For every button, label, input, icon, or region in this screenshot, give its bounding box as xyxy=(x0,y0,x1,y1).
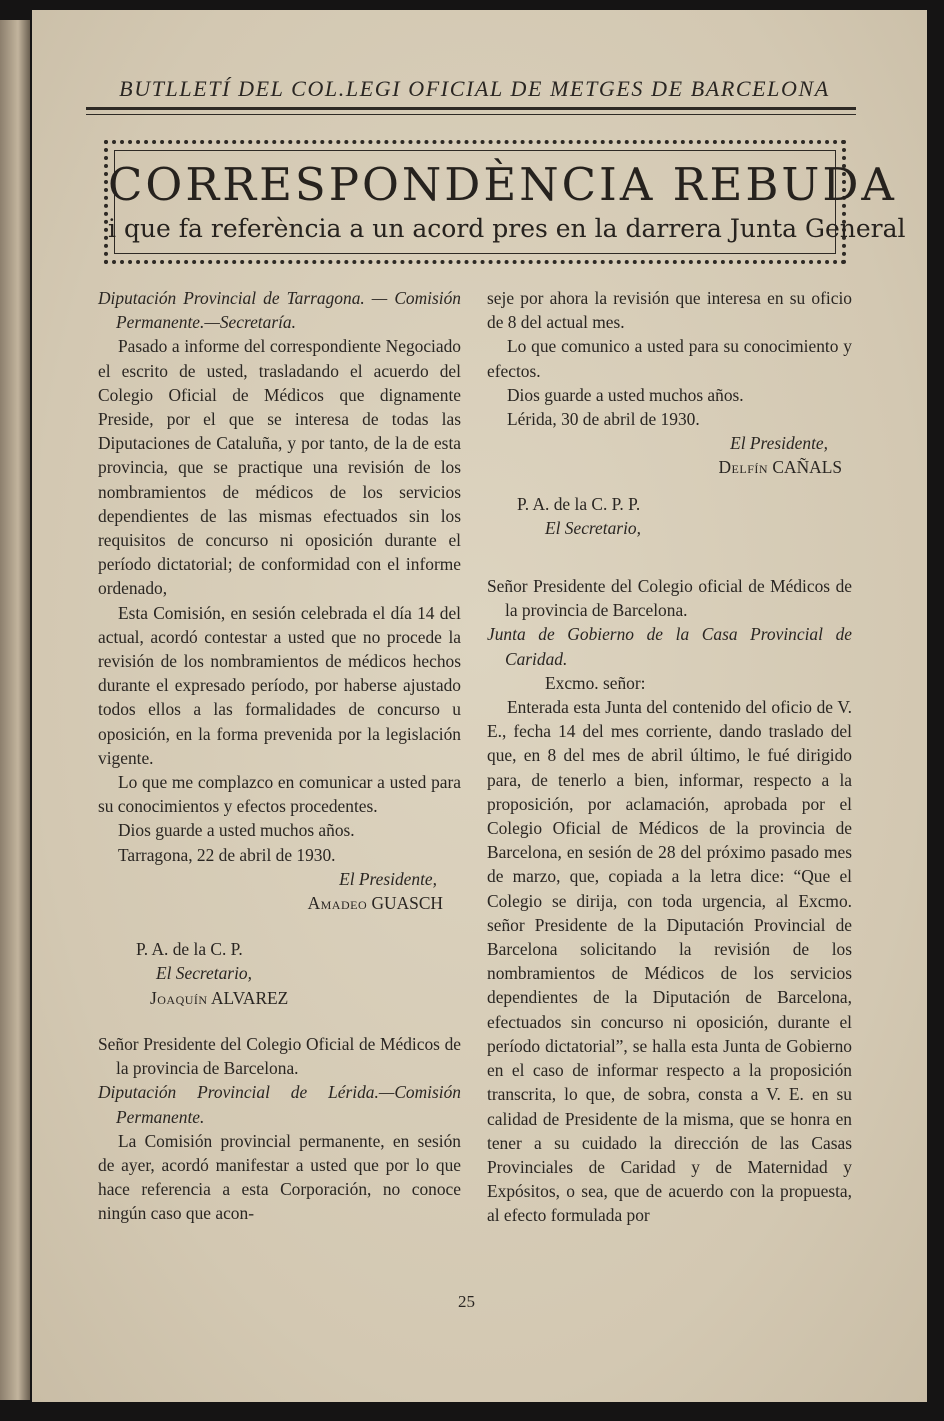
letter-heading-lerida: Diputación Provincial de Lérida.—Comisión Permanente. xyxy=(98,1082,461,1127)
pa-line: P. A. de la C. P. xyxy=(136,939,243,960)
paragraph: Esta Comisión, en sesión celebrada el día 14 del actual, acordó contestar a usted que no procede la revisión de los nombramientos de médicos hechos durante el expresado período, por haberse ajustado todos ellos a las formalidades de concurso u oposición, en la forma prevenida por la legislación vigente. xyxy=(98,602,461,768)
adjacent-page-edge xyxy=(0,20,30,1400)
signature-surname: CAÑALS xyxy=(772,457,842,478)
secretary-title: El Secretario, xyxy=(545,517,641,538)
spacer xyxy=(487,540,852,574)
spacer xyxy=(487,480,852,492)
page-number: 25 xyxy=(458,1292,475,1311)
signature-name xyxy=(98,891,461,915)
article-title: CORRESPONDÈNCIA REBUDA xyxy=(108,158,897,211)
secretary-surname: ALVAREZ xyxy=(211,987,289,1008)
closing-line: Dios guarde a usted muchos años. xyxy=(118,820,355,841)
signature-first-name: Delfín xyxy=(718,457,769,478)
signature-surname: GUASCH xyxy=(371,893,443,914)
article-subtitle: i que fa referència a un acord pres en la darrera Junta General xyxy=(108,214,906,243)
secretary-first-name: Joaquín xyxy=(150,987,208,1008)
closing-line: Dios guarde a usted muchos años. xyxy=(507,384,744,405)
date-line: Lérida, 30 de abril de 1930. xyxy=(507,409,700,430)
letter-heading-tarragona: Diputación Provincial de Tarragona. — Comisión Permanente.—Secretaría. xyxy=(98,288,461,333)
header-rule-thick xyxy=(86,107,856,110)
salutation: Excmo. señor: xyxy=(545,672,646,693)
date-line: Tarragona, 22 de abril de 1930. xyxy=(118,844,336,865)
right-column xyxy=(487,286,852,1228)
signature-name xyxy=(487,455,852,479)
paragraph: Lo que comunico a usted para su conocimiento y efectos. xyxy=(487,336,852,381)
paragraph: seje por ahora la revisión que interesa en su oficio de 8 del actual mes. xyxy=(487,288,852,333)
title-box xyxy=(104,140,906,264)
signature-title: El Presidente, xyxy=(339,868,437,889)
left-column xyxy=(98,286,461,1226)
signature-title: El Presidente, xyxy=(730,433,828,454)
document-page xyxy=(32,10,927,1402)
spacer xyxy=(98,915,461,937)
paragraph: Pasado a informe del correspondiente Negociado el escrito de usted, trasladando el acuerdo del Colegio Oficial de Médicos que dignamente Preside, por el que se interesa de todas las Diputaciones de Cataluña, y por tanto, de la de esta provincia, que se practique una revisión de los nombramientos de médicos de los servicios dependientes de las mismas efectuados sin los requisitos de concurso ni oposición durante el período dictatorial; de conformidad con el informe ordenado, xyxy=(98,336,461,599)
secretary-name xyxy=(98,986,461,1010)
secretary-title: El Secretario, xyxy=(156,963,252,984)
signature-first-name: Amadeo xyxy=(307,893,368,914)
running-head: BUTLLETÍ DEL COL.LEGI OFICIAL DE METGES DE BARCELONA xyxy=(119,76,830,101)
paragraph: Lo que me complazco en comunicar a usted para su conocimientos y efectos procedentes. xyxy=(98,772,461,817)
paragraph: La Comisión provincial permanente, en sesión de ayer, acordó manifestar a usted que por lo que hace referencia a esta Corporación, no conoce ningún caso que acon- xyxy=(98,1130,461,1224)
pa-line: P. A. de la C. P. P. xyxy=(517,493,641,514)
addressee: Señor Presidente del Colegio Oficial de Médicos de la provincia de Barcelona. xyxy=(98,1033,461,1079)
paragraph: Enterada esta Junta del contenido del oficio de V. E., fecha 14 del mes corriente, dando traslado del que, en 8 del mes de abril último, le fué dirigido para, de tenerlo a bien, informar, respecto a la proposición, por aclamación, aprobada por el Colegio Oficial de Médicos de la provincia de Barcelona, en sesión de 28 del próximo pasado mes de marzo, que, copiada a la letra dice: “Que el Colegio se dirija, con toda urgencia, al Excmo. señor Presidente de la Diputación Provincial de Barcelona solicitando la revisión de los nombramientos de Médicos de los servicios dependientes de la Diputación de Barcelona, efectuados sin concurso ni oposición, durante el período dictatorial”, se halla esta Junta de Gobierno en el caso de informar respecto a la proposición transcrita, lo que, de sobra, consta a V. E. en su calidad de Presidente de la misma, que se honra en tener a su cuidado la dirección de las Casas Provinciales de Caridad y de Maternidad y Expósitos, o sea, que de acuerdo con la propuesta, al efecto formulada por xyxy=(487,697,852,1226)
addressee: Señor Presidente del Colegio oficial de Médicos de la provincia de Barcelona. xyxy=(487,576,852,621)
spacer xyxy=(98,1010,461,1032)
header-rule-thin xyxy=(86,114,856,115)
letter-heading-caridad: Junta de Gobierno de la Casa Provincial de Caridad. xyxy=(487,624,852,669)
